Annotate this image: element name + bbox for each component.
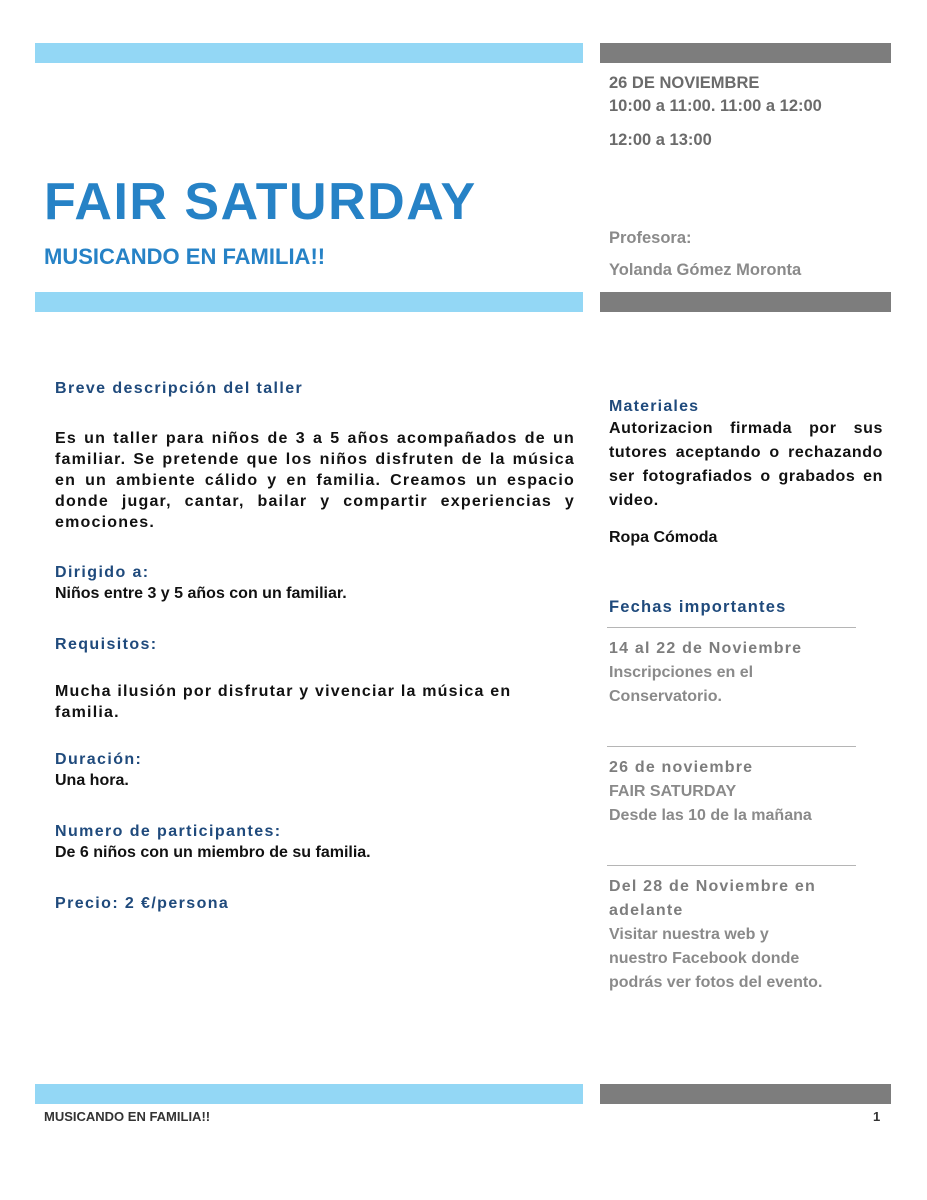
page-title: FAIR SATURDAY xyxy=(44,173,477,231)
header-blue-bar xyxy=(35,292,583,312)
left-column xyxy=(55,378,575,914)
footer-blue-bar xyxy=(35,1084,583,1104)
participants-heading: Numero de participantes: xyxy=(55,823,282,840)
date-item-2-body-2: Desde las 10 de la mañana xyxy=(609,807,812,824)
date-item-2 xyxy=(609,756,883,828)
footer-gray-bar xyxy=(600,1084,891,1104)
teacher-label: Profesora: xyxy=(609,229,692,247)
date-item-3-title-1: Del 28 de Noviembre en xyxy=(609,878,816,895)
date-item-1-body-1: Inscripciones en el xyxy=(609,664,754,681)
duration-heading: Duración: xyxy=(55,751,143,768)
participants-text: De 6 niños con un miembro de su familia. xyxy=(55,844,371,861)
materials-extra: Ropa Cómoda xyxy=(609,529,718,546)
date-item-3-title-2: adelante xyxy=(609,902,684,919)
page-subtitle: MUSICANDO EN FAMILIA!! xyxy=(44,244,326,269)
date-item-3-body-3: podrás ver fotos del evento. xyxy=(609,974,823,991)
audience-heading: Dirigido a: xyxy=(55,564,150,581)
price-text: Precio: 2 €/persona xyxy=(55,895,230,912)
date-item-2-title: 26 de noviembre xyxy=(609,759,754,776)
date-item-2-body-1: FAIR SATURDAY xyxy=(609,783,737,800)
header-gray-bar xyxy=(600,292,891,312)
footer-title: MUSICANDO EN FAMILIA!! xyxy=(44,1109,211,1124)
description-heading: Breve descripción del taller xyxy=(55,380,304,397)
dates-heading: Fechas importantes xyxy=(609,598,787,616)
dates-divider-2 xyxy=(607,746,856,747)
date-item-1-body-2: Conservatorio. xyxy=(609,688,722,705)
dates-divider-1 xyxy=(607,627,856,628)
top-gray-bar xyxy=(600,43,891,63)
date-item-3-body-1: Visitar nuestra web y xyxy=(609,926,769,943)
schedule-times-2: 12:00 a 13:00 xyxy=(609,131,712,149)
description-text: Es un taller para niños de 3 a 5 años acompañados de un familiar. Se pretende que los niños disfruten de la música en un ambiente cálido y en familia. Creamos un espacio donde jugar, cantar, bailar y compartir experiencias y emociones. xyxy=(55,430,575,531)
dates-divider-3 xyxy=(607,865,856,866)
materials-text: Autorizacion firmada por sus tutores aceptando o rechazando ser fotografiados o grabados en video. xyxy=(609,420,883,509)
date-item-1 xyxy=(609,637,883,709)
schedule-times-1: 10:00 a 11:00. 11:00 a 12:00 xyxy=(609,97,822,115)
top-blue-bar xyxy=(35,43,583,63)
teacher-name: Yolanda Gómez Moronta xyxy=(609,261,802,279)
date-item-3 xyxy=(609,875,883,995)
materials-heading: Materiales xyxy=(609,398,700,415)
date-item-1-title: 14 al 22 de Noviembre xyxy=(609,640,803,657)
materials-block xyxy=(609,396,883,548)
schedule-date: 26 DE NOVIEMBRE xyxy=(609,74,760,92)
duration-text: Una hora. xyxy=(55,772,129,789)
schedule-block xyxy=(609,72,889,152)
requirements-text: Mucha ilusión por disfrutar y vivenciar la música en familia. xyxy=(55,683,512,721)
date-item-3-body-2: nuestro Facebook donde xyxy=(609,950,800,967)
audience-text: Niños entre 3 y 5 años con un familiar. xyxy=(55,585,347,602)
teacher-block xyxy=(609,228,889,280)
page-number: 1 xyxy=(873,1109,881,1124)
requirements-heading: Requisitos: xyxy=(55,636,158,653)
